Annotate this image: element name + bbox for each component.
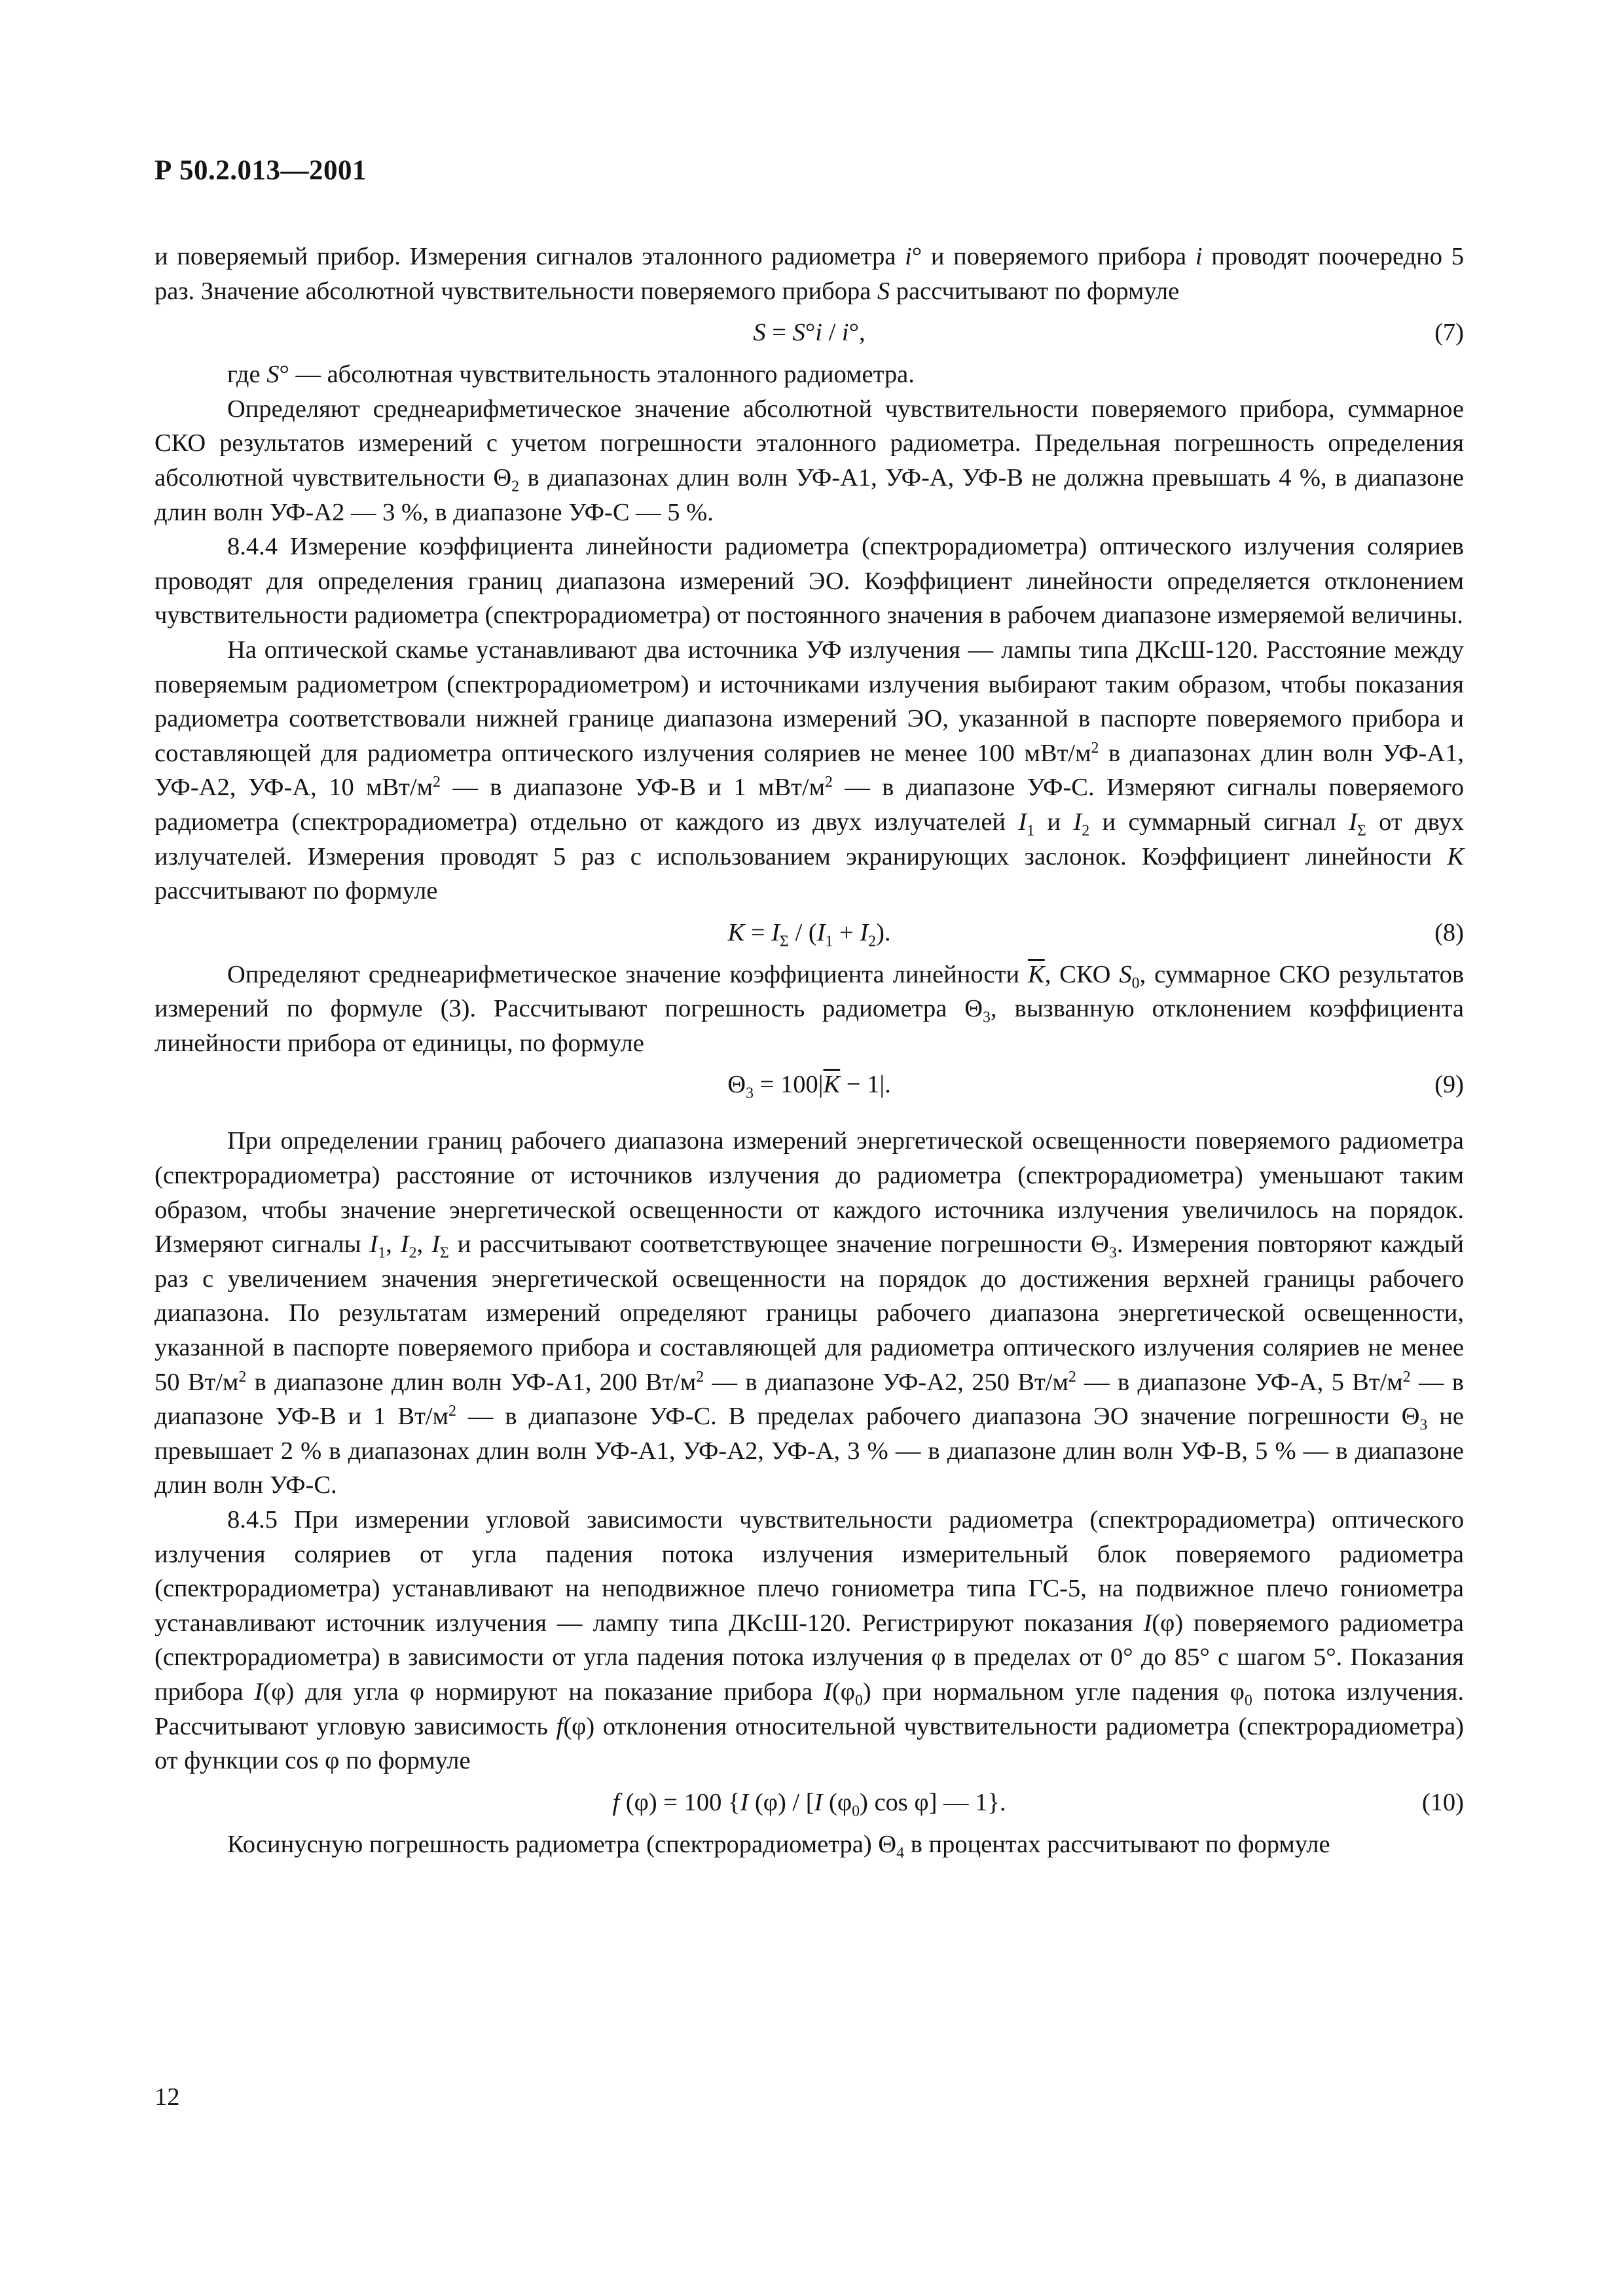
formula-9-number: (9) — [1434, 1071, 1464, 1099]
paragraph-2: где S° — абсолютная чувствительность эталонного радиометра. — [227, 361, 915, 389]
paragraph-3: Определяют среднеарифметическое значение абсолютной чувствительности поверяемого прибора, суммарное СКО результатов измерений с учетом погрешности эталонного радиометра. Предельная погрешность определения абсолютной чувствительности $\Theta_2$ в диапазонах длин волн УФ-А1, УФ-А, УФ-В не должна превышать 4 %, в диапазоне длин волн УФ-А2 — 3 %, в диапазоне УФ-С — 5 %. — [155, 395, 1464, 526]
formula-9-expression: $\Theta_3 = 100|\overline{K} - 1|$. — [727, 1071, 891, 1102]
formula-10 — [155, 1778, 1464, 1827]
formula-7-number: (7) — [1434, 319, 1464, 347]
formula-10-expression: f (φ) = 100 {I (φ) / [I $(\varphi_0)$ cos φ] — 1}. — [612, 1788, 1006, 1820]
paragraph-4: 8.4.4 Измерение коэффициента линейности радиометра (спектрорадиометра) оптического излучения соляриев проводят для определения границ диапазона измерений ЭО. Коэффициент линейности определяется отклонением чувствительности радиометра (спектрорадиометра) от постоянного значения в рабочем диапазоне измеряемой величины. — [155, 533, 1464, 630]
paragraph-9: Косинусную погрешность радиометра (спектрорадиометра) $\Theta_4$ в процентах рассчитывают по формуле — [227, 1830, 1330, 1862]
formula-7 — [155, 308, 1464, 357]
paragraph-1: и поверяемый прибор. Измерения сигналов эталонного радиометра i° и поверяемого прибора i проводят поочередно 5 раз. Значение абсолютной чувствительности поверяемого прибора S рассчитывают по формуле — [155, 243, 1464, 305]
paragraph-7: При определении границ рабочего диапазона измерений энергетической освещенности поверяемого радиометра (спектрорадиометра) расстояние от источников излучения до радиометра (спектрорадиометра) уменьшают таким образом, чтобы значение энергетической освещенности от каждого источника излучения увеличилось на порядок. Измеряют сигналы $I_1$, $I_2$, $I_\Sigma$ и рассчитывают соответствующее значение погрешности $\Theta_3$. Измерения повторяют каждый раз с увеличением значения энергетической освещенности на порядок до достижения верхней границы рабочего диапазона. По результатам измерений определяют границы рабочего диапазона энергетической освещенности, указанной в паспорте поверяемого прибора и составляющей для радиометра оптического излучения соляриев не менее 50 $Вт/м^2$ в диапазоне длин волн УФ-А1, 200 $Вт/м^2$ — в диапазоне УФ-А2, 250 $Вт/м^2$ — в диапазоне УФ-А, 5 $Вт/м^2$ — в диапазоне УФ-В и 1 $Вт/м^2$ — в диапазоне УФ-С. В пределах рабочего диапазона ЭО значение погрешности $\Theta_3$ не превышает 2 % в диапазонах длин волн УФ-А1, УФ-А2, УФ-А, 3 % — в диапазоне длин волн УФ-В, 5 % — в диапазоне длин волн УФ-С. — [155, 1127, 1465, 1499]
paragraph-5: На оптической скамье устанавливают два источника УФ излучения — лампы типа ДКсШ-120. Расстояние между поверяемым радиометром (спектрорадиометром) и источниками излучения выбирают таким образом, чтобы показания радиометра соответствовали нижней границе диапазона измерений ЭО, указанной в паспорте поверяемого прибора и составляющей для радиометра оптического излучения соляриев не менее 100 мВт/$м^2$ в диапазонах длин волн УФ-А1, УФ-А2, УФ-А, 10 мВт/$м^2$ — в диапазоне УФ-В и 1 мВт/$м^2$ — в диапазоне УФ-С. Измеряют сигналы поверяемого радиометра (спектрорадиометра) отдельно от каждого из двух излучателей $I_1$ и $I_2$ и суммарный сигнал $I_\Sigma$ от двух излучателей. Измерения проводят 5 раз с использованием экранирующих заслонок. Коэффициент линейности K рассчитывают по формуле — [155, 636, 1465, 905]
formula-10-number: (10) — [1421, 1788, 1464, 1816]
formula-8-expression: $K = I_\Sigma / (I_1 + I_2)$. — [727, 918, 891, 950]
formula-8 — [155, 908, 1464, 958]
paragraph-8: 8.4.5 При измерении угловой зависимости чувствительности радиометра (спектрорадиометра) оптического излучения соляриев от угла падения потока излучения измерительный блок поверяемого радиометра (спектрорадиометра) устанавливают на неподвижное плечо гониометра типа ГС-5, на подвижное плечо гониометра устанавливают источник излучения — лампу типа ДКсШ-120. Регистрируют показания I(φ) поверяемого радиометра (спектрорадиометра) в зависимости от угла падения потока излучения φ в пределах от 0° до 85° с шагом 5°. Показания прибора I(φ) для угла φ нормируют на показание прибора $I(\varphi_0)$ при нормальном угле падения $\varphi_0$ потока излучения. Рассчитывают угловую зависимость f(φ) отклонения относительной чувствительности радиометра (спектрорадиометра) от функции cos φ по формуле — [155, 1506, 1464, 1775]
document-standard-number: Р 50.2.013—2001 — [155, 155, 367, 186]
document-body — [155, 240, 1464, 1861]
formula-9 — [155, 1060, 1464, 1109]
paragraph-6: Определяют среднеарифметическое значение коэффициента линейности $\overline{K}$, СКО $S_0$, суммарное СКО результатов измерений по формуле (3). Рассчитывают погрешность радиометра $\Theta_3$, вызванную отклонением коэффициента линейности прибора от единицы, по формуле — [155, 960, 1464, 1057]
formula-8-number: (8) — [1434, 918, 1464, 946]
formula-7-expression: S = S°i / i°, — [753, 319, 866, 347]
page-number: 12 — [155, 2083, 180, 2111]
